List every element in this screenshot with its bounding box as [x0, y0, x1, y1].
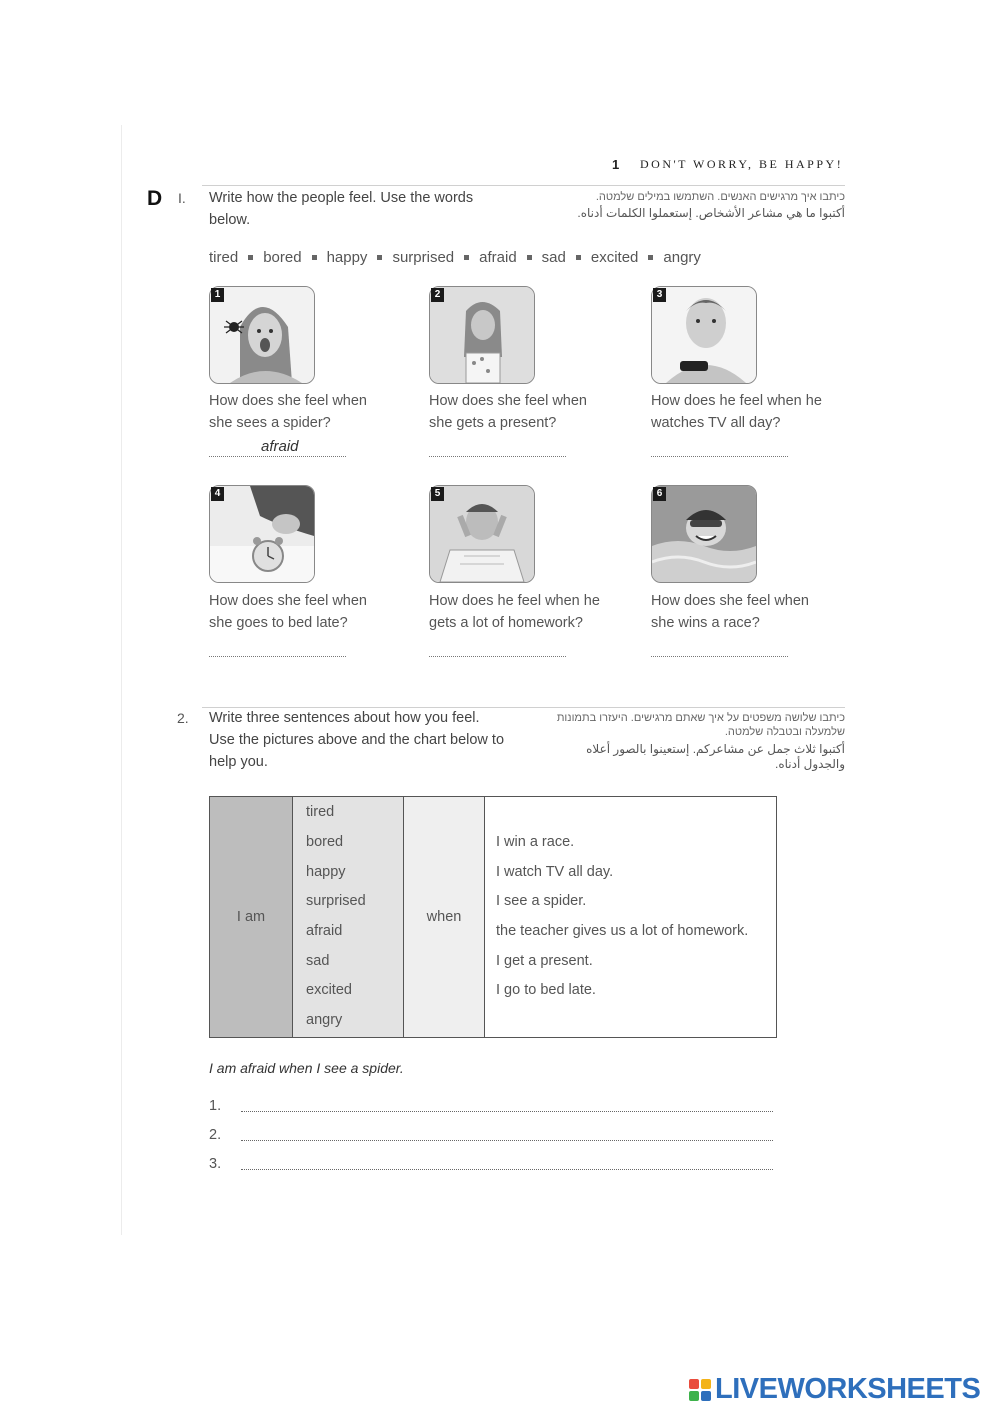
item-number-badge: 4	[211, 487, 224, 501]
question-line: How does he feel when he	[429, 593, 600, 609]
photo-girl-swimming	[651, 485, 757, 583]
line-number: 1.	[209, 1098, 222, 1114]
chart-feeling: tired	[306, 804, 335, 821]
chart-situation: I watch TV all day.	[496, 863, 614, 880]
answer-line	[429, 456, 566, 457]
hebrew-line: כיתבו שלושה משפטים על איך שאתם מרגישים. היעזרו בתמונות	[556, 712, 845, 724]
chart-situation: I see a spider.	[496, 893, 587, 910]
exercise2-hebrew	[520, 711, 845, 739]
word-bank-item: sad	[541, 249, 566, 266]
question-6	[651, 590, 851, 634]
item-number-badge: 3	[653, 288, 666, 302]
word-bank-item: tired	[209, 249, 239, 266]
sentence-answer-line-3[interactable]	[241, 1169, 773, 1170]
example-sentence: I am afraid when I see a spider.	[209, 1060, 404, 1076]
word-bank-item: afraid	[479, 249, 517, 266]
exercise2-arabic	[520, 742, 845, 772]
word-bank-item: bored	[263, 249, 302, 266]
chart-situation: the teacher gives us a lot of homework.	[496, 923, 749, 939]
header-rule	[202, 185, 845, 186]
bullet-icon	[576, 255, 581, 260]
answer-line	[429, 656, 566, 657]
logo-square	[701, 1391, 711, 1401]
question-line: How does she feel when	[429, 393, 587, 409]
question-4	[209, 590, 409, 634]
hebrew-line: שלמעלה ובטבלה שלמטה.	[724, 726, 845, 738]
exercise1-instruction	[209, 187, 529, 231]
question-line: How does he feel when he	[651, 393, 822, 409]
question-line: she gets a present?	[429, 415, 557, 431]
logo-square	[689, 1391, 699, 1401]
item-number-badge: 5	[431, 487, 444, 501]
liveworksheets-logo	[689, 1373, 980, 1406]
sentence-answer-line-1[interactable]	[241, 1111, 773, 1112]
answer-1[interactable]: afraid	[261, 438, 299, 455]
chart-situations	[485, 797, 777, 1038]
chart-feeling: sad	[306, 952, 330, 969]
chart-situation: I win a race.	[496, 833, 575, 850]
arabic-line: أكتبوا ثلاث جمل عن مشاعركم. إستعينوا بالصور أعلاه	[586, 742, 845, 756]
exercise1-arabic: أكتبوا ما هي مشاعر الأشخاص. إستعملوا الكلمات أدناه.	[577, 206, 845, 220]
chart-feeling: bored	[306, 833, 344, 850]
question-line: she wins a race?	[651, 615, 760, 631]
logo-square	[701, 1379, 711, 1389]
exercise1-hebrew: כיתבו איך מרגישים האנשים. השתמשו במילים שלמטה.	[595, 191, 845, 203]
chart-situation: I go to bed late.	[496, 982, 596, 999]
unit-number: 1	[612, 157, 620, 172]
chart-feelings	[293, 797, 404, 1038]
word-bank-item: excited	[590, 249, 639, 266]
arabic-line: والجدول أدناه.	[775, 757, 845, 771]
photo-girl-alarm-clock	[209, 485, 315, 583]
question-line: watches TV all day?	[651, 415, 781, 431]
exercise1-instruction-line2: below.	[209, 212, 251, 228]
bullet-icon	[377, 255, 382, 260]
bullet-icon	[527, 255, 532, 260]
bullet-icon	[248, 255, 253, 260]
exercise2-instruction-line2: Use the pictures above and the chart below to	[209, 732, 505, 748]
exercise2-instruction-line1: Write three sentences about how you feel.	[209, 710, 480, 726]
answer-line	[651, 656, 788, 657]
answer-line	[651, 456, 788, 457]
question-line: gets a lot of homework?	[429, 615, 583, 631]
item-number-badge: 2	[431, 288, 444, 302]
exercise1-number: I.	[178, 190, 186, 206]
chart-feeling: angry	[306, 1012, 343, 1029]
exercise1-instruction-line1: Write how the people feel. Use the words	[209, 190, 474, 206]
exercise2-instruction-line3: help you.	[209, 754, 268, 770]
chart-feeling: afraid	[306, 923, 343, 939]
logo-grid-icon	[689, 1379, 711, 1401]
question-line: she goes to bed late?	[209, 615, 348, 631]
chart-situation: I get a present.	[496, 952, 593, 969]
item-number-badge: 6	[653, 487, 666, 501]
question-line: How does she feel when	[209, 593, 367, 609]
page-edge	[121, 125, 122, 1235]
section-letter: D	[147, 187, 163, 210]
exercise2-instruction	[209, 707, 529, 773]
question-3	[651, 390, 851, 434]
answer-line	[209, 456, 346, 457]
bullet-icon	[312, 255, 317, 260]
chart-feeling: surprised	[306, 893, 366, 910]
answer-line	[209, 656, 346, 657]
question-2	[429, 390, 629, 434]
question-line: she sees a spider?	[209, 415, 331, 431]
word-bank-item: angry	[663, 249, 701, 266]
unit-title: DON'T WORRY, BE HAPPY!	[640, 157, 844, 171]
photo-boy-tv	[651, 286, 757, 384]
chart-subject: I am	[210, 797, 293, 1038]
bullet-icon	[648, 255, 653, 260]
photo-girl-present	[429, 286, 535, 384]
chart-feeling: excited	[306, 982, 352, 999]
chart-connector: when	[404, 797, 485, 1038]
photo-girl-spider	[209, 286, 315, 384]
word-bank	[209, 249, 709, 266]
question-1	[209, 390, 409, 434]
logo-square	[689, 1379, 699, 1389]
line-number: 3.	[209, 1156, 222, 1172]
bullet-icon	[464, 255, 469, 260]
photo-boy-homework	[429, 485, 535, 583]
word-bank-item: surprised	[392, 249, 455, 266]
chart-feeling: happy	[306, 863, 346, 880]
word-bank-item: happy	[326, 249, 368, 266]
question-line: How does she feel when	[209, 393, 367, 409]
item-number-badge: 1	[211, 288, 224, 302]
sentence-chart	[209, 796, 777, 1038]
sentence-answer-line-2[interactable]	[241, 1140, 773, 1141]
question-line: How does she feel when	[651, 593, 809, 609]
logo-text: LIVEWORKSHEETS	[715, 1373, 981, 1405]
exercise2-number: 2.	[177, 710, 189, 726]
question-5	[429, 590, 629, 634]
line-number: 2.	[209, 1127, 222, 1143]
